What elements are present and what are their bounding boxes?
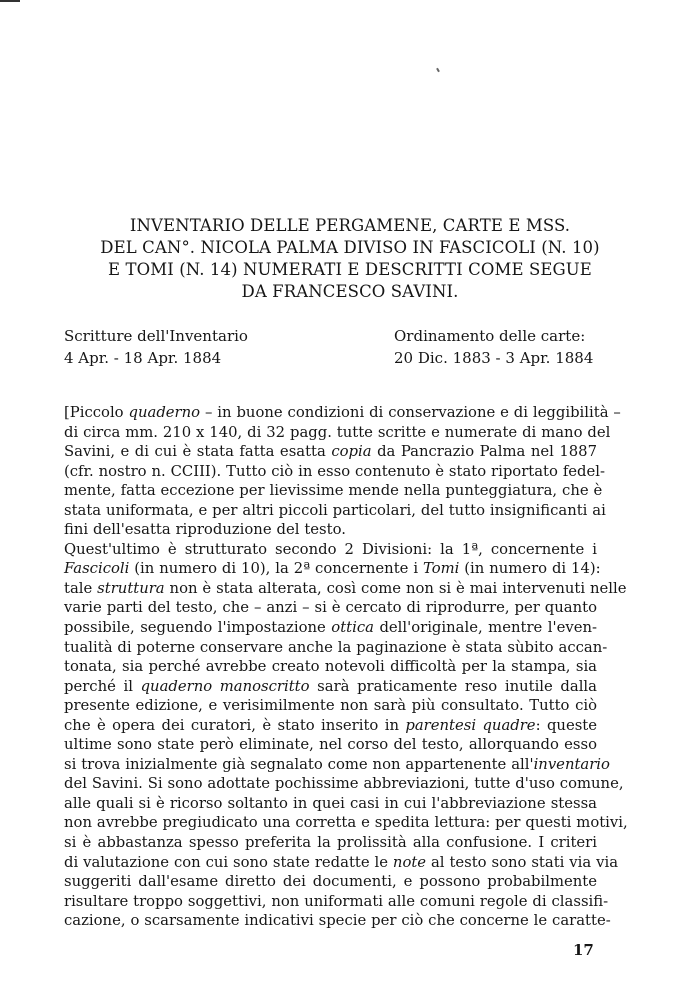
paragraph-intro xyxy=(64,403,621,540)
text-line: stata uniformata, e per altri piccoli particolari, del tutto insignificanti ai xyxy=(64,501,606,519)
text-line: tale struttura non è stata alterata, così come non si è mai intervenuti nelle xyxy=(64,579,627,597)
italic-term: Tomi xyxy=(422,560,460,578)
text-line: che è opera dei curatori, è stato inserito in parentesi quadre: queste xyxy=(64,716,598,734)
text-line: alle quali si è ricorso soltanto in quei casi in cui l'abbreviazione stessa xyxy=(64,794,597,812)
italic-term: struttura xyxy=(97,579,165,597)
text-line: fini dell'esatta riproduzione del testo. xyxy=(64,521,346,539)
text-line: possibile, seguendo l'impostazione ottica dell'originale, mentre l'even- xyxy=(64,619,597,637)
inventory-date-range: 4 Apr. - 18 Apr. 1884 xyxy=(64,349,222,367)
ordering-dates xyxy=(394,325,593,369)
italic-term: Fascicoli xyxy=(64,560,130,578)
italic-term: inventario xyxy=(533,755,610,773)
inventory-label: Scritture dell'Inventario xyxy=(64,327,248,345)
text-line: (cfr. nostro n. CCIII). Tutto ciò in esso contenuto è stato riportato fedel- xyxy=(64,462,606,480)
body-text xyxy=(64,403,628,931)
text-line: varie parti del testo, che – anzi – si è cercato di riprodurre, per quanto xyxy=(64,599,597,617)
italic-term: note xyxy=(392,853,427,871)
ordering-date-range: 20 Dic. 1883 - 3 Apr. 1884 xyxy=(394,349,594,367)
title-line: INVENTARIO DELLE PERGAMENE, CARTE E MSS. xyxy=(129,216,571,235)
text-line: suggeriti dall'esame diretto dei documenti, e possono probabilmente xyxy=(64,873,597,891)
scan-speck xyxy=(436,68,440,72)
ordering-label: Ordinamento delle carte: xyxy=(394,327,586,345)
text-line: [Piccolo quaderno – in buone condizioni di conservazione e di leggibilità – xyxy=(64,404,621,421)
text-line: Quest'ultimo è strutturato secondo 2 Divisioni: la 1ª, concernente i xyxy=(64,540,597,558)
text-line: ultime sono state però eliminate, nel corso del testo, allorquando esso xyxy=(64,736,597,754)
italic-term: parentesi quadre xyxy=(405,716,536,734)
text-line: presente edizione, e verisimilmente non sarà più consultato. Tutto ciò xyxy=(64,697,597,715)
text-line: mente, fatta eccezione per lievissime mende nella punteggiatura, che è xyxy=(64,482,603,500)
italic-term: copia xyxy=(331,443,372,461)
page-number: 17 xyxy=(573,941,594,959)
text-line: si è abbastanza spesso preferita la prolissità alla confusione. I criteri xyxy=(64,834,597,852)
title-line: E TOMI (N. 14) NUMERATI E DESCRITTI COME SEGUE xyxy=(108,260,592,279)
text-line: Fascicoli (in numero di 10), la 2ª concernente i Tomi (in numero di 14): xyxy=(64,560,601,578)
text-line: del Savini. Si sono adottate pochissime abbreviazioni, tutte d'uso comune, xyxy=(64,775,624,793)
text-line: non avrebbe pregiudicato una corretta e spedita lettura: per questi motivi, xyxy=(64,814,628,832)
text-line: cazione, o scarsamente indicativi specie per ciò che concerne le caratte- xyxy=(64,912,611,930)
title-line: DA FRANCESCO SAVINI. xyxy=(241,282,459,301)
text-line: si trova inizialmente già segnalato come non appartenente all'inventario xyxy=(64,755,610,773)
text-line: tonata, sia perché avrebbe creato notevoli difficoltà per la stampa, sia xyxy=(64,658,597,676)
italic-term: ottica xyxy=(331,619,374,637)
title-line: DEL CAN°. NICOLA PALMA DIVISO IN FASCICOLI (N. 10) xyxy=(100,238,600,257)
document-title xyxy=(60,215,640,303)
corner-mark xyxy=(0,0,20,2)
text-line: di circa mm. 210 x 140, di 32 pagg. tutte scritte e numerate di mano del xyxy=(64,423,611,441)
text-line: di valutazione con cui sono state redatte le note al testo sono stati via via xyxy=(64,853,619,871)
text-line: perché il quaderno manoscritto sarà praticamente reso inutile dalla xyxy=(64,677,597,695)
italic-term: quaderno manoscritto xyxy=(140,677,310,695)
italic-term: quaderno xyxy=(128,404,201,421)
text-line: risultare troppo soggettivi, non uniformati alle comuni regole di classifi- xyxy=(64,892,609,910)
inventory-writing-dates xyxy=(64,325,248,369)
text-line: tualità di poterne conservare anche la paginazione è stata sùbito accan- xyxy=(64,638,608,656)
text-line: Savini, e di cui è stata fatta esatta copia da Pancrazio Palma nel 1887 xyxy=(64,443,597,461)
paragraph-structure xyxy=(64,540,628,931)
